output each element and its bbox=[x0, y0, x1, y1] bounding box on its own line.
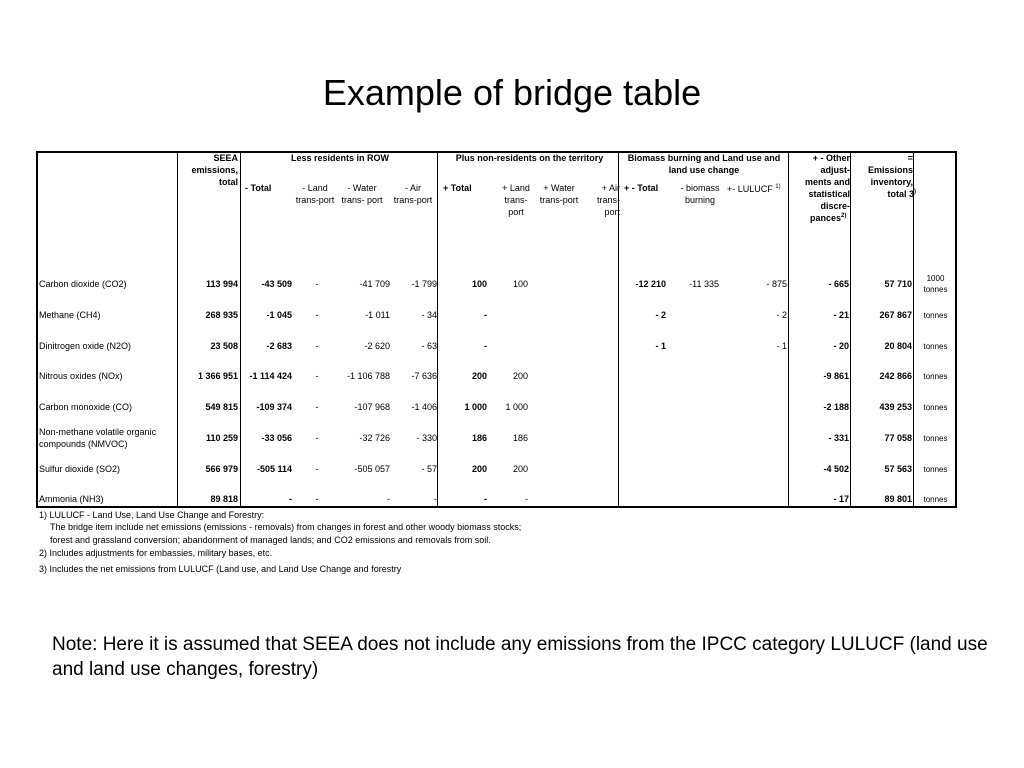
cell-lr-water: -107 968 bbox=[354, 402, 390, 412]
cell-unit: tonnes bbox=[923, 311, 948, 320]
cell-lr-air: - 63 bbox=[421, 341, 437, 351]
cell-lr-air: - 34 bbox=[421, 310, 437, 320]
cell-lr-water: -32 726 bbox=[359, 433, 390, 443]
header-line: trans- bbox=[596, 195, 620, 205]
cell-bio-total: - 1 bbox=[655, 341, 666, 351]
column-divider bbox=[850, 151, 851, 508]
footnote-1-detail: forest and grassland conversion; abandonment of managed lands; and CO2 emissions and removals from soil. bbox=[50, 535, 491, 545]
column-divider bbox=[240, 151, 241, 508]
header-line: + Water bbox=[543, 183, 575, 193]
header-line: trans-port bbox=[539, 195, 579, 205]
cell-bio-total: -12 210 bbox=[635, 279, 666, 289]
header-line: + Air bbox=[601, 183, 620, 193]
subheader-pn-total: + Total bbox=[443, 183, 472, 193]
cell-other: -2 188 bbox=[823, 402, 849, 412]
cell-other: - 21 bbox=[833, 310, 849, 320]
cell-pn-total: 1 000 bbox=[464, 402, 487, 412]
cell-inv: 242 866 bbox=[879, 371, 912, 381]
cell-pn-total: 100 bbox=[471, 279, 487, 289]
column-divider bbox=[788, 151, 789, 508]
cell-lr-land: - bbox=[315, 494, 319, 504]
footnote-1-detail: The bridge item include net emissions (emissions - removals) from changes in forest and other woody biomass stocks; bbox=[50, 522, 522, 532]
cell-unit: tonnes bbox=[923, 403, 948, 412]
header-line: - Water bbox=[347, 183, 377, 193]
header-line: burning bbox=[684, 195, 716, 205]
header-line bbox=[810, 212, 846, 224]
cell-pn-land: 186 bbox=[512, 433, 528, 443]
cell-lr-water: -1 106 788 bbox=[346, 371, 390, 381]
header-line: trans-port bbox=[295, 195, 335, 205]
cell-pn-total: 200 bbox=[471, 464, 487, 474]
header-line: - Land bbox=[302, 183, 328, 193]
cell-pn-total: - bbox=[484, 494, 487, 504]
cell-lr-water: - bbox=[387, 494, 390, 504]
header-line: - Air bbox=[404, 183, 421, 193]
header-line: trans- bbox=[504, 195, 528, 205]
row-label: Carbon monoxide (CO) bbox=[39, 402, 133, 412]
cell-other: - 665 bbox=[828, 279, 849, 289]
cell-unit: tonnes bbox=[923, 372, 948, 381]
cell-pn-land: 1 000 bbox=[505, 402, 528, 412]
header-line: port bbox=[508, 207, 524, 217]
subheader-bio-lulucf bbox=[727, 183, 781, 195]
cell-seea: 268 935 bbox=[205, 310, 238, 320]
header-plus-nonresidents: Plus non-residents on the territory bbox=[455, 153, 604, 163]
cell-other: - 17 bbox=[833, 494, 849, 504]
cell-bio-total: - 2 bbox=[655, 310, 666, 320]
cell-lr-total: -1 045 bbox=[266, 310, 292, 320]
cell-lr-air: - 330 bbox=[416, 433, 437, 443]
header-line: + - Other bbox=[812, 153, 850, 163]
cell-lr-total: - bbox=[289, 494, 292, 504]
header-text: +- LULUCF bbox=[727, 184, 773, 194]
header-line: Emissions bbox=[867, 165, 913, 175]
cell-inv: 77 058 bbox=[884, 433, 912, 443]
cell-lr-land: - bbox=[315, 433, 319, 443]
cell-seea: 113 994 bbox=[205, 279, 238, 289]
cell-inv: 20 804 bbox=[884, 341, 912, 351]
cell-lr-total: -33 056 bbox=[261, 433, 292, 443]
cell-bio-lulucf: - 875 bbox=[766, 279, 787, 289]
cell-lr-total: -2 683 bbox=[266, 341, 292, 351]
cell-lr-air: - bbox=[434, 494, 437, 504]
header-line: Biomass burning and Land use and bbox=[627, 153, 781, 163]
cell-unit: tonnes bbox=[923, 285, 948, 294]
cell-seea: 89 818 bbox=[210, 494, 238, 504]
footnote-ref: ) bbox=[914, 189, 916, 195]
header-line: adjust- bbox=[820, 165, 850, 175]
header-line: discre- bbox=[820, 201, 850, 211]
cell-unit: tonnes bbox=[923, 434, 948, 443]
header-line: inventory, bbox=[870, 177, 913, 187]
cell-lr-air: - 57 bbox=[421, 464, 437, 474]
slide-title: Example of bridge table bbox=[322, 72, 702, 113]
cell-seea: 566 979 bbox=[205, 464, 238, 474]
header-line: - biomass bbox=[680, 183, 720, 193]
cell-other: -4 502 bbox=[823, 464, 849, 474]
row-label: Ammonia (NH3) bbox=[39, 494, 104, 504]
cell-pn-land: - bbox=[525, 494, 528, 504]
cell-pn-total: - bbox=[484, 341, 487, 351]
cell-lr-air: -7 636 bbox=[411, 371, 437, 381]
cell-unit: tonnes bbox=[923, 342, 948, 351]
cell-lr-total: -109 374 bbox=[256, 402, 292, 412]
column-divider bbox=[437, 151, 438, 508]
cell-inv: 439 253 bbox=[879, 402, 912, 412]
cell-lr-total: -505 114 bbox=[256, 464, 292, 474]
cell-unit: 1000 bbox=[926, 274, 945, 283]
cell-lr-air: -1 799 bbox=[411, 279, 437, 289]
header-text: total 3 bbox=[887, 189, 914, 199]
header-line: = bbox=[907, 153, 913, 163]
cell-lr-land: - bbox=[315, 310, 319, 320]
header-less-residents: Less residents in ROW bbox=[290, 153, 390, 163]
cell-pn-land: 100 bbox=[512, 279, 528, 289]
cell-lr-water: -1 011 bbox=[365, 310, 390, 320]
cell-other: - 20 bbox=[833, 341, 849, 351]
header-line: emissions, bbox=[191, 165, 238, 175]
cell-lr-total: -43 509 bbox=[261, 279, 292, 289]
header-line: port bbox=[604, 207, 620, 217]
header-line bbox=[887, 188, 916, 200]
cell-pn-total: 186 bbox=[471, 433, 487, 443]
header-line: trans-port bbox=[393, 195, 433, 205]
cell-inv: 89 801 bbox=[884, 494, 912, 504]
cell-seea: 110 259 bbox=[205, 433, 238, 443]
row-label: Nitrous oxides (NOx) bbox=[39, 371, 123, 381]
cell-lr-land: - bbox=[315, 279, 319, 289]
header-line: trans- port bbox=[341, 195, 383, 205]
cell-unit: tonnes bbox=[923, 495, 948, 504]
row-label: compounds (NMVOC) bbox=[39, 439, 128, 449]
cell-pn-total: 200 bbox=[471, 371, 487, 381]
footnote-2: 2) Includes adjustments for embassies, military bases, etc. bbox=[39, 548, 273, 558]
footnote-3: 3) Includes the net emissions from LULUCF (Land use, and Land Use Change and forestry bbox=[39, 564, 402, 574]
cell-lr-air: -1 406 bbox=[411, 402, 437, 412]
cell-lr-land: - bbox=[315, 341, 319, 351]
cell-inv: 267 867 bbox=[879, 310, 912, 320]
subheader-lr-total: - Total bbox=[245, 183, 272, 193]
cell-lr-water: -505 057 bbox=[354, 464, 390, 474]
header-line: land use change bbox=[668, 165, 740, 175]
cell-lr-land: - bbox=[315, 402, 319, 412]
cell-pn-total: - bbox=[484, 310, 487, 320]
bridge-table bbox=[36, 151, 957, 508]
footnote-1: 1) LULUCF - Land Use, Land Use Change and Forestry: bbox=[39, 510, 265, 520]
cell-lr-water: -2 620 bbox=[364, 341, 390, 351]
row-label: Dinitrogen oxide (N2O) bbox=[39, 341, 132, 351]
cell-lr-land: - bbox=[315, 371, 319, 381]
cell-pn-land: 200 bbox=[512, 464, 528, 474]
column-divider bbox=[177, 151, 178, 508]
header-line: ments and bbox=[804, 177, 850, 187]
cell-seea: 23 508 bbox=[210, 341, 238, 351]
cell-inv: 57 563 bbox=[884, 464, 912, 474]
note-text: Note: Here it is assumed that SEEA does not include any emissions from the IPCC category LULUCF (land use and land use changes, forestry) bbox=[52, 634, 988, 680]
header-text: pances bbox=[810, 213, 842, 223]
cell-bio-lulucf: - 1 bbox=[776, 341, 787, 351]
row-label: Sulfur dioxide (SO2) bbox=[39, 464, 121, 474]
cell-pn-land: 200 bbox=[512, 371, 528, 381]
cell-inv: 57 710 bbox=[884, 279, 912, 289]
column-divider bbox=[913, 151, 914, 508]
header-line: total bbox=[219, 177, 238, 187]
cell-unit: tonnes bbox=[923, 465, 948, 474]
cell-bio-biomass: -11 335 bbox=[689, 279, 719, 289]
footnote-ref: 1) bbox=[775, 184, 781, 190]
cell-seea: 1 366 951 bbox=[197, 371, 238, 381]
cell-lr-water: -41 709 bbox=[359, 279, 390, 289]
subheader-bio-total: + - Total bbox=[624, 183, 659, 193]
footnote-ref: 2) bbox=[841, 213, 847, 219]
cell-bio-lulucf: - 2 bbox=[776, 310, 787, 320]
cell-lr-total: -1 114 424 bbox=[249, 371, 292, 381]
cell-other: -9 861 bbox=[823, 371, 849, 381]
header-line: + Land bbox=[502, 183, 530, 193]
header-line: SEEA bbox=[213, 153, 238, 163]
cell-seea: 549 815 bbox=[205, 402, 238, 412]
cell-other: - 331 bbox=[828, 433, 849, 443]
row-label: Non-methane volatile organic bbox=[39, 427, 157, 437]
row-label: Carbon dioxide (CO2) bbox=[39, 279, 127, 289]
row-label: Methane (CH4) bbox=[39, 310, 101, 320]
cell-lr-land: - bbox=[315, 464, 319, 474]
header-line: statistical bbox=[808, 189, 850, 199]
